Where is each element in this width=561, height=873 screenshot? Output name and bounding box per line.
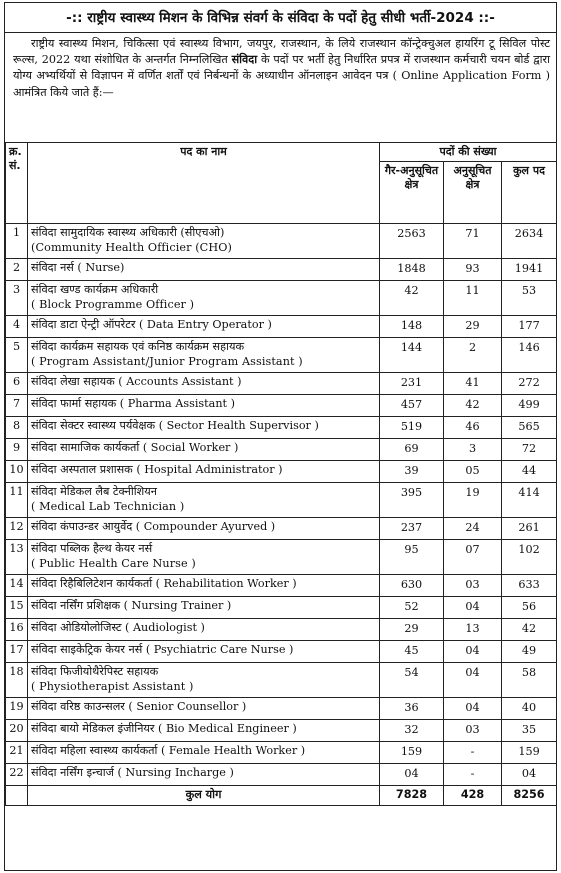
table-row — [6, 461, 557, 483]
row-post-name — [28, 395, 380, 417]
row-total: 58 — [502, 663, 557, 698]
table-row — [6, 281, 557, 316]
row-sno: 10 — [6, 461, 28, 483]
row-total: 414 — [502, 483, 557, 518]
row-post-name — [28, 483, 380, 518]
row-scheduled: 04 — [444, 698, 502, 720]
row-non-scheduled: 237 — [380, 518, 444, 540]
row-sno: 12 — [6, 518, 28, 540]
row-post-name — [28, 316, 380, 338]
post-name-hindi: संविदा फार्मा सहायक ( Pharma Assistant ) — [31, 397, 235, 410]
row-post-name — [28, 281, 380, 316]
row-sno: 15 — [6, 597, 28, 619]
row-scheduled: 03 — [444, 575, 502, 597]
row-sno: 17 — [6, 641, 28, 663]
row-total: 04 — [502, 764, 557, 786]
table-row — [6, 641, 557, 663]
row-scheduled: 41 — [444, 373, 502, 395]
post-name-hindi: संविदा नर्स ( Nurse) — [31, 261, 125, 274]
row-post-name — [28, 575, 380, 597]
row-scheduled: 42 — [444, 395, 502, 417]
intro-highlight: संविदा — [231, 53, 258, 67]
row-non-scheduled: 32 — [380, 720, 444, 742]
row-non-scheduled: 159 — [380, 742, 444, 764]
post-name-hindi: संविदा अस्पताल प्रशासक ( Hospital Administrator ) — [31, 463, 283, 476]
row-post-name — [28, 663, 380, 698]
row-total: 2634 — [502, 224, 557, 259]
row-total: 633 — [502, 575, 557, 597]
row-total: 177 — [502, 316, 557, 338]
row-total: 499 — [502, 395, 557, 417]
post-name-hindi: संविदा लेखा सहायक ( Accounts Assistant ) — [31, 375, 242, 388]
post-name-hindi: संविदा सामाजिक कार्यकर्ता ( Social Worker ) — [31, 441, 239, 454]
row-non-scheduled: 144 — [380, 338, 444, 373]
row-scheduled: 2 — [444, 338, 502, 373]
row-scheduled: 11 — [444, 281, 502, 316]
post-name-hindi: संविदा सेक्टर स्वास्थ्य पर्यवेक्षक ( Sector Health Supervisor ) — [31, 419, 319, 432]
post-name-english: ( Medical Lab Technician ) — [31, 500, 185, 513]
table-row — [6, 597, 557, 619]
row-post-name — [28, 540, 380, 575]
row-sno: 4 — [6, 316, 28, 338]
row-scheduled: 13 — [444, 619, 502, 641]
row-total: 49 — [502, 641, 557, 663]
row-scheduled: - — [444, 764, 502, 786]
table-row — [6, 720, 557, 742]
post-name-hindi: संविदा कार्यक्रम सहायक एवं कनिष्ठ कार्यक्रम सहायक — [31, 340, 245, 353]
row-sno: 8 — [6, 417, 28, 439]
row-total: 53 — [502, 281, 557, 316]
row-scheduled: 04 — [444, 641, 502, 663]
table-row — [6, 540, 557, 575]
recruitment-notice — [4, 2, 557, 871]
post-name-hindi: संविदा मेडिकल लैब टेक्नीशियन — [31, 485, 157, 498]
header-post-name: पद का नाम — [28, 143, 380, 224]
row-non-scheduled: 95 — [380, 540, 444, 575]
row-total: 272 — [502, 373, 557, 395]
row-non-scheduled: 36 — [380, 698, 444, 720]
header-non-scheduled: गैर-अनुसूचित क्षेत्र — [380, 162, 444, 224]
header-scheduled: अनुसूचित क्षेत्र — [444, 162, 502, 224]
post-name-hindi: संविदा साइकेट्रिक केयर नर्स ( Psychiatric Care Nurse ) — [31, 643, 294, 656]
row-non-scheduled: 630 — [380, 575, 444, 597]
post-name-hindi: संविदा पब्लिक हैल्थ केयर नर्स — [31, 542, 153, 555]
table-row — [6, 224, 557, 259]
row-scheduled: 19 — [444, 483, 502, 518]
row-non-scheduled: 148 — [380, 316, 444, 338]
post-name-hindi: संविदा महिला स्वास्थ्य कार्यकर्ता ( Female Health Worker ) — [31, 744, 306, 757]
post-name-hindi: संविदा डाटा ऐन्ट्री ऑपरेटर ( Data Entry Operator ) — [31, 318, 272, 331]
table-row — [6, 698, 557, 720]
row-non-scheduled: 231 — [380, 373, 444, 395]
row-post-name — [28, 742, 380, 764]
row-scheduled: 93 — [444, 259, 502, 281]
table-row — [6, 483, 557, 518]
row-post-name — [28, 764, 380, 786]
posts-table — [5, 142, 557, 806]
row-post-name — [28, 597, 380, 619]
post-name-hindi: संविदा कंपाउन्डर आयुर्वेद ( Compounder Ayurved ) — [31, 520, 276, 533]
row-scheduled: 04 — [444, 597, 502, 619]
row-non-scheduled: 519 — [380, 417, 444, 439]
row-non-scheduled: 69 — [380, 439, 444, 461]
row-sno: 18 — [6, 663, 28, 698]
row-sno: 3 — [6, 281, 28, 316]
table-row — [6, 259, 557, 281]
post-name-hindi: संविदा सामुदायिक स्वास्थ्य अधिकारी (सीएचओ) — [31, 226, 225, 239]
intro-text-part1: राष्ट्रीय स्वास्थ्य मिशन, चिकित्सा एवं स्वास्थ्य विभाग, जयपुर, राजस्थान, के लिये राजस्थान कॉन्ट्रेक्चुअल हायरिंग टू सिविल पोस्ट रूल्स, 2022 यथा संशोधित के अन्तर्गत निम्नलिखित — [13, 37, 550, 67]
row-post-name — [28, 518, 380, 540]
post-name-english: ( Program Assistant/Junior Program Assistant ) — [31, 355, 303, 368]
table-row — [6, 395, 557, 417]
row-total: 261 — [502, 518, 557, 540]
row-sno: 14 — [6, 575, 28, 597]
post-name-english: ( Physiotherapist Assistant ) — [31, 680, 194, 693]
post-name-english: (Community Health Officier (CHO) — [31, 241, 232, 254]
total-total: 8256 — [502, 786, 557, 806]
table-row — [6, 338, 557, 373]
row-post-name — [28, 417, 380, 439]
table-row — [6, 316, 557, 338]
row-non-scheduled: 395 — [380, 483, 444, 518]
table-row — [6, 439, 557, 461]
row-sno: 16 — [6, 619, 28, 641]
table-row — [6, 518, 557, 540]
row-non-scheduled: 29 — [380, 619, 444, 641]
post-name-hindi: संविदा नर्सिंग इन्चार्ज ( Nursing Incharge ) — [31, 766, 234, 779]
row-total: 102 — [502, 540, 557, 575]
row-total: 56 — [502, 597, 557, 619]
row-sno: 2 — [6, 259, 28, 281]
intro-text-part2: के पदों पर भर्ती हेतु निर्धारित प्रपत्र में राजस्थान कर्मचारी चयन बोर्ड द्वारा योग्य अभ्यर्थियों से विज्ञापन में वर्णित शर्तों एवं निर्बन्धनों के अध्याधीन ऑनलाइन आवेदन पत्र ( Online Application Form ) आमंत्रित किये जाते हैं:— — [13, 53, 550, 99]
post-name-hindi: संविदा रिहैबिलिटेशन कार्यकर्ता ( Rehabilitation Worker ) — [31, 577, 297, 590]
row-sno: 9 — [6, 439, 28, 461]
row-post-name — [28, 373, 380, 395]
row-scheduled: 07 — [444, 540, 502, 575]
row-post-name — [28, 259, 380, 281]
post-name-hindi: संविदा फिजीयोथैरेपिस्ट सहायक — [31, 665, 159, 678]
row-post-name — [28, 439, 380, 461]
header-posts-count: पदों की संख्या — [380, 143, 557, 162]
intro-paragraph — [5, 33, 556, 142]
row-sno: 6 — [6, 373, 28, 395]
row-total: 146 — [502, 338, 557, 373]
row-scheduled: 04 — [444, 663, 502, 698]
row-total: 159 — [502, 742, 557, 764]
post-name-hindi: संविदा वरिष्ठ काउन्सलर ( Senior Counsellor ) — [31, 700, 247, 713]
row-sno: 13 — [6, 540, 28, 575]
row-non-scheduled: 42 — [380, 281, 444, 316]
row-total: 42 — [502, 619, 557, 641]
row-non-scheduled: 45 — [380, 641, 444, 663]
row-sno: 7 — [6, 395, 28, 417]
row-total: 1941 — [502, 259, 557, 281]
post-name-hindi: संविदा बायो मेडिकल इंजीनियर ( Bio Medical Engineer ) — [31, 722, 297, 735]
row-post-name — [28, 720, 380, 742]
table-row — [6, 373, 557, 395]
row-sno: 21 — [6, 742, 28, 764]
posts-table-body — [6, 224, 557, 786]
table-row — [6, 575, 557, 597]
header-sno: क्र. सं. — [6, 143, 28, 224]
row-scheduled: 05 — [444, 461, 502, 483]
total-scheduled: 428 — [444, 786, 502, 806]
total-sno-cell — [6, 786, 28, 806]
post-name-hindi: संविदा खण्ड कार्यक्रम अधिकारी — [31, 283, 159, 296]
row-sno: 20 — [6, 720, 28, 742]
row-non-scheduled: 39 — [380, 461, 444, 483]
row-post-name — [28, 641, 380, 663]
post-name-english: ( Block Programme Officer ) — [31, 298, 195, 311]
table-row — [6, 663, 557, 698]
total-row — [6, 786, 557, 806]
header-total: कुल पद — [502, 162, 557, 224]
row-total: 565 — [502, 417, 557, 439]
row-sno: 11 — [6, 483, 28, 518]
row-scheduled: 3 — [444, 439, 502, 461]
notice-title: -:: राष्ट्रीय स्वास्थ्य मिशन के विभिन्न संवर्ग के संविदा के पदों हेतु सीधी भर्ती-2024 ::- — [5, 3, 556, 33]
row-scheduled: 03 — [444, 720, 502, 742]
row-post-name — [28, 224, 380, 259]
row-total: 35 — [502, 720, 557, 742]
post-name-hindi: संविदा नर्सिंग प्रशिक्षक ( Nursing Trainer ) — [31, 599, 232, 612]
total-label: कुल योग — [28, 786, 380, 806]
row-total: 44 — [502, 461, 557, 483]
row-scheduled: 71 — [444, 224, 502, 259]
post-name-hindi: संविदा ओडियोलोजिस्ट ( Audiologist ) — [31, 621, 205, 634]
row-total: 72 — [502, 439, 557, 461]
table-row — [6, 417, 557, 439]
table-row — [6, 742, 557, 764]
row-total: 40 — [502, 698, 557, 720]
row-scheduled: 24 — [444, 518, 502, 540]
table-row — [6, 764, 557, 786]
row-sno: 1 — [6, 224, 28, 259]
row-post-name — [28, 619, 380, 641]
row-non-scheduled: 52 — [380, 597, 444, 619]
row-sno: 19 — [6, 698, 28, 720]
post-name-english: ( Public Health Care Nurse ) — [31, 557, 196, 570]
row-scheduled: 29 — [444, 316, 502, 338]
row-non-scheduled: 54 — [380, 663, 444, 698]
row-non-scheduled: 2563 — [380, 224, 444, 259]
row-post-name — [28, 698, 380, 720]
row-scheduled: 46 — [444, 417, 502, 439]
row-non-scheduled: 04 — [380, 764, 444, 786]
row-post-name — [28, 338, 380, 373]
total-non-scheduled: 7828 — [380, 786, 444, 806]
row-post-name — [28, 461, 380, 483]
row-non-scheduled: 1848 — [380, 259, 444, 281]
row-non-scheduled: 457 — [380, 395, 444, 417]
row-sno: 22 — [6, 764, 28, 786]
row-sno: 5 — [6, 338, 28, 373]
row-scheduled: - — [444, 742, 502, 764]
table-row — [6, 619, 557, 641]
